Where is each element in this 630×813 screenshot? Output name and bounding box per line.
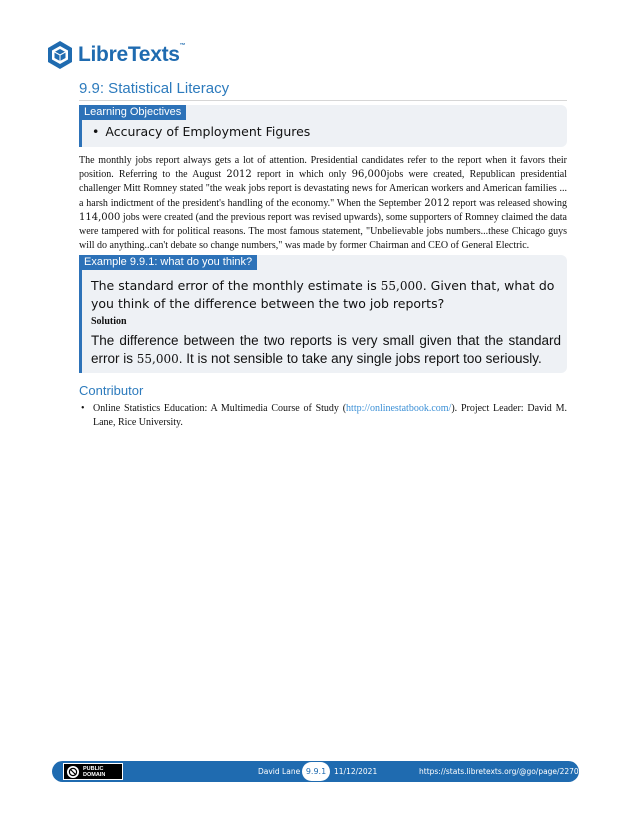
footer-url[interactable]: https://stats.libretexts.org/@go/page/2270 <box>419 767 579 776</box>
contributor-list <box>79 402 567 430</box>
libretexts-logo-icon <box>46 40 74 70</box>
footer-date: 11/12/2021 <box>334 767 378 776</box>
libretexts-logo[interactable] <box>46 40 185 70</box>
solution-label: Solution <box>91 316 127 327</box>
page-footer <box>52 761 579 782</box>
page-title: 9.9: Statistical Literacy <box>79 80 567 101</box>
public-domain-icon <box>67 766 79 778</box>
footer-page-number: 9.9.1 <box>302 762 330 781</box>
onlinestatbook-link[interactable]: http://onlinestatbook.com/ <box>346 403 452 414</box>
learning-objectives-label: Learning Objectives <box>79 105 186 120</box>
example-box <box>79 255 567 373</box>
learning-objectives-box <box>79 105 567 147</box>
example-label: Example 9.9.1: what do you think? <box>79 255 257 270</box>
license-text: PUBLIC DOMAIN <box>83 765 106 778</box>
footer-author: David Lane <box>258 767 301 776</box>
public-domain-badge[interactable] <box>63 763 123 780</box>
body-paragraph: The monthly jobs report always gets a lot of attention. Presidential candidates refer to the report when it favors their position. Referring to the August 2012 report in which only 96,000jobs were created, Republican presidential challenger Mitt Romney stated "the weak jobs report is devastating news for American workers and American families ... a harsh indictment of the president's handling of the economy." When the September 2012 report was released showing 114,000 jobs were created (and the previous report was revised upwards), some supporters of Romney claimed the data were tampered with for political reasons. The most famous statement, "Unbelievable jobs numbers...these Chicago guys will do anything..can't debate so change numbers," was made by former Chairman and CEO of General Electric. <box>79 155 567 252</box>
bullet-icon: • <box>92 124 100 139</box>
contributor-item: • Online Statistics Education: A Multimedia Course of Study (http://onlinestatbook.com/). Project Leader: David M. Lane, Rice University. <box>79 402 567 430</box>
example-question: The standard error of the monthly estimate is 55,000. Given that, what do you think of the difference between the two job reports? <box>91 278 555 311</box>
brand-name: LibreTexts™ <box>78 43 186 66</box>
solution-text: The difference between the two reports is very small given that the standard error is 55,000. It is not sensible to take any single jobs report too seriously. <box>91 333 561 366</box>
learning-objective-item: • Accuracy of Employment Figures <box>92 124 311 139</box>
contributor-heading: Contributor <box>79 383 144 398</box>
